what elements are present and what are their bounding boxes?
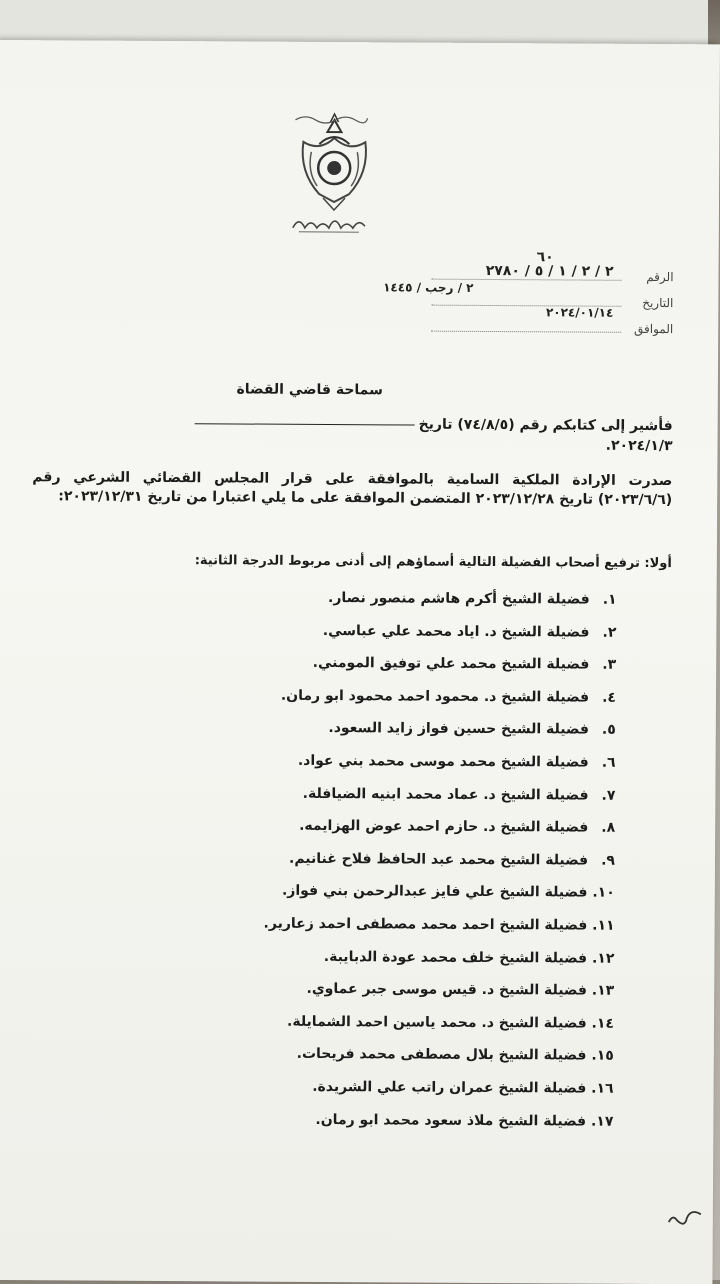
- addressee: سماحة قاضي القضاة: [236, 381, 383, 399]
- list-item: [95, 781, 615, 817]
- document-page: [0, 40, 720, 1284]
- list-item: [93, 1107, 613, 1143]
- list-item: [95, 879, 615, 915]
- list-item-text: فضيلة الشيخ ملاذ سعود محمد ابو رمان.: [315, 1111, 587, 1130]
- list-item-number: ٥.: [601, 722, 616, 739]
- corresponding-row: [373, 316, 673, 344]
- list-item-number: ٨.: [601, 819, 616, 836]
- list-item-number: ٢.: [602, 624, 617, 641]
- section-heading: أولا: ترفيع أصحاب الفضيلة التالية أسماؤهم إلى أدنى مربوط الدرجة الثانية:: [194, 553, 672, 572]
- list-item-number: ١١.: [592, 917, 615, 934]
- list-item-text: فضيلة الشيخ د. عماد محمد ابنيه الضيافلة.: [302, 785, 589, 804]
- list-item: [96, 618, 616, 654]
- number-top: ٦٠: [536, 249, 554, 266]
- list-item-text: فضيلة الشيخ محمد عبد الحافظ فلاح غنانيم.: [288, 850, 589, 869]
- list-item: [94, 944, 614, 980]
- handwritten-mark-icon: [665, 1204, 705, 1234]
- dotted-line: [431, 331, 621, 333]
- list-item: [96, 651, 616, 687]
- list-item: [95, 749, 615, 785]
- list-item-text: فضيلة الشيخ خلف محمد عودة الدبايبة.: [323, 948, 588, 967]
- list-item-number: ١٧.: [590, 1113, 614, 1130]
- list-item-text: فضيلة الشيخ أكرم هاشم منصور نصار.: [327, 590, 590, 608]
- list-item-text: فضيلة الشيخ د. حازم احمد عوض الهزايمه.: [299, 817, 589, 836]
- decision-paragraph: صدرت الإرادة الملكية السامية بالموافقة على قرار المجلس القضائي الشرعي رقم (٢٠٢٣/٦/٦) تاريخ ٢٠٢٣/١٢/٢٨ المتضمن الموافقة على ما يلي اعتبارا من تاريخ ٢٠٢٣/١٢/٣١:: [32, 469, 673, 509]
- list-item-text: فضيلة الشيخ علي فايز عبدالرحمن بني فواز.: [281, 883, 588, 901]
- reference-sentence-start: فأشير إلى كتابكم رقم (٧٤/٨/٥) تاريخ: [418, 416, 673, 435]
- list-item-number: ٤.: [602, 689, 617, 706]
- date-label: التاريخ: [642, 295, 674, 311]
- date-row: [373, 280, 674, 320]
- list-item-number: ٩.: [601, 852, 616, 869]
- list-item: [93, 1074, 613, 1110]
- list-item-number: ١٠.: [592, 884, 615, 902]
- list-item-number: ١٤.: [591, 1015, 615, 1032]
- list-item: [95, 846, 615, 882]
- list-item-number: ٣.: [602, 656, 617, 673]
- list-item: [95, 814, 615, 850]
- list-item: [96, 586, 616, 622]
- gregorian-date: ٢٠٢٤/٠١/١٤: [545, 305, 614, 320]
- office-signature-script: [289, 210, 369, 236]
- list-item-number: ١٣.: [591, 982, 615, 999]
- list-item-text: فضيلة الشيخ عمران راتب علي الشريدة.: [312, 1078, 587, 1097]
- list-item-text: فضيلة الشيخ حسين فواز زايد السعود.: [328, 720, 589, 738]
- list-item-number: ١٢.: [591, 950, 615, 967]
- list-item: [96, 683, 616, 719]
- reference-block: [373, 249, 674, 344]
- reference-number: ٢ / ٢ / ١ / ٥ / ٢٧٨٠: [485, 262, 614, 280]
- list-item-number: ١.: [602, 591, 617, 608]
- corresponding-label: الموافق: [633, 321, 674, 337]
- list-item-number: ٧.: [601, 787, 616, 804]
- list-item-text: فضيلة الشيخ د. اياد محمد علي عباسي.: [322, 622, 590, 641]
- hijri-date: ٢ / رجب / ١٤٤٥: [383, 280, 474, 295]
- list-item-text: فضيلة الشيخ د. محمد ياسين احمد الشمايلة.: [287, 1013, 587, 1032]
- list-item-text: فضيلة الشيخ احمد محمد مصطفى احمد زعارير.: [263, 915, 588, 934]
- list-item-text: فضيلة الشيخ محمد علي توفيق المومني.: [312, 655, 590, 673]
- reference-sentence-end: ٢٠٢٤/١/٣.: [605, 437, 673, 455]
- list-item-text: فضيلة الشيخ بلال مصطفى محمد فريحات.: [296, 1046, 587, 1064]
- number-label: الرقم: [646, 269, 674, 285]
- list-item-number: ٦.: [601, 754, 616, 771]
- reference-sentence: [32, 412, 672, 456]
- list-item-text: فضيلة الشيخ د. محمود احمد محمود ابو رمان.: [280, 687, 590, 706]
- list-item: [96, 716, 616, 752]
- list-item: [94, 912, 614, 948]
- list-item-text: فضيلة الشيخ محمد موسى محمد بني عواد.: [297, 752, 589, 771]
- list-item-number: ١٦.: [591, 1080, 614, 1097]
- list-item: [94, 977, 614, 1013]
- leader-line: [195, 423, 415, 425]
- list-item-number: ١٥.: [591, 1047, 614, 1065]
- list-item-text: فضيلة الشيخ د. قيس موسى جبر عماوي.: [306, 981, 587, 999]
- list-item: [94, 1042, 614, 1078]
- motto-script: [291, 112, 371, 124]
- list-item: [94, 1009, 614, 1045]
- names-list: [93, 586, 616, 1143]
